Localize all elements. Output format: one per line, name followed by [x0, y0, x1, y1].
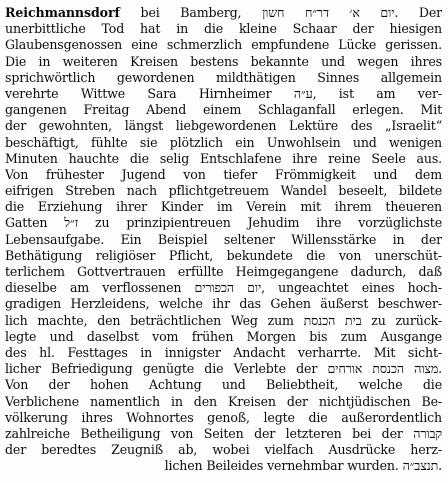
article-line-text: bei Bamberg, יום א׳ דר״ח חשון. Der — [140, 5, 442, 20]
article-line: gradigen Herzleidens, welche ihr das Gehen äußerst beschwer- — [5, 296, 442, 312]
article-line: gangenen Freitag Abend einem Schlaganfall erlegen. Mit — [5, 102, 442, 118]
article-line: beschäftigt, fühlte sie plötzlich ein Unwohlsein und wenigen — [5, 134, 442, 150]
article-line: licher Befriedigung genügte die Verlebte der מצוה הכנסת אורחים. — [5, 361, 442, 377]
article-line: sprichwörtlich gewordenen mildthätigen Sinnes allgemein — [5, 69, 442, 85]
obituary-article — [5, 5, 442, 474]
article-line: der gewohnten, längst liebgewordenen Lektüre des „Israelit“ — [5, 118, 442, 134]
article-line: Minuten hauchte die selig Entschlafene ihre reine Seele aus. — [5, 150, 442, 166]
article-line: lich machte, den beträchtlichen Weg zum בית הכנסת zu zurück- — [5, 312, 442, 328]
article-line: terlichem Gottvertrauen erfüllte Heimgegangene dadurch, daß — [5, 264, 442, 279]
article-line: der beredtes Zeugniß ab, wobei vielfach Ausdrücke herz- — [5, 442, 442, 458]
article-line: lichen Beileides vernehmbar wurden. תנצב״ה. — [164, 458, 442, 474]
article-line: Bethätigung religiöser Pflicht, bekundete die von unerschüt- — [5, 247, 442, 263]
article-line: zahlreiche Betheiligung von Seiten der letzteren bei der קבורה — [5, 425, 442, 441]
article-line: eifrigen Streben nach pflichtgetreuem Wandel beseelt, bildete — [5, 183, 442, 199]
article-line: Glaubensgenossen eine schmerzlich empfundene Lücke gerissen. — [5, 37, 442, 53]
article-line: verehrte Wittwe Sara Hirnheimer ע״ה, ist am ver- — [5, 85, 442, 101]
article-line: Gatten ז״ל zu prinzipientreuen Jehudim ihre vorzüglichste — [5, 215, 442, 231]
article-line: Verblichene namentlich in den Kreisen der nichtjüdischen Be- — [5, 393, 442, 409]
article-line: dieselbe am verflossenen יום הכפורים, ungeachtet eines hoch- — [5, 280, 442, 296]
article-line: des hl. Festtages in innigster Andacht verharrte. Mit sicht- — [5, 344, 442, 360]
article-line: Lebensaufgabe. Ein Beispiel seltener Willensstärke in der — [5, 231, 442, 247]
article-line: Von der hohen Achtung und Beliebtheit, welche die — [5, 377, 442, 393]
article-line: unerbittliche Tod hat in die kleine Schaar der hiesigen — [5, 21, 442, 37]
article-line: legte und daselbst vom frühen Morgen bis zum Ausgange — [5, 328, 442, 344]
article-place: Reichmannsdorf — [5, 5, 120, 20]
article-line: völkerung ihres Wohnortes genoß, legte die außerordentlich — [5, 409, 442, 425]
article-line — [5, 5, 442, 21]
article-line: Von frühester Jugend von tiefer Frömmigkeit und dem — [5, 166, 442, 182]
article-line: Die in weiteren Kreisen bestens bekannte und wegen ihres — [5, 53, 442, 69]
article-line: die Erziehung ihrer Kinder im Verein mit ihrem theueren — [5, 199, 442, 215]
